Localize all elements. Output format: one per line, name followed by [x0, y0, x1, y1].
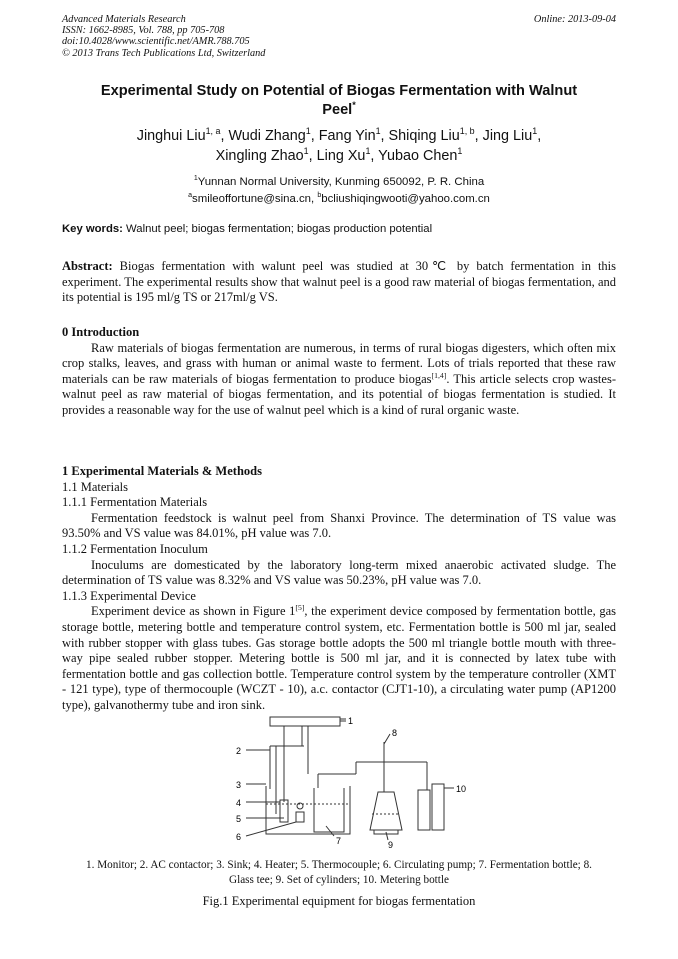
- intro-citation: [1,4]: [431, 370, 447, 380]
- figure-label-9: 9: [388, 840, 394, 850]
- email-a-sup: a: [188, 192, 193, 200]
- figure-label-1: 1: [348, 716, 354, 726]
- author-sep: ,: [308, 148, 317, 164]
- subsection-1-1-1: 1.1.1 Fermentation Materials: [62, 495, 208, 510]
- p113-citation: [5]: [295, 603, 305, 613]
- introduction: [62, 325, 616, 419]
- author-sup: 1, b: [459, 126, 475, 137]
- figure-caption: Fig.1 Experimental equipment for biogas fermentation: [202, 894, 476, 908]
- metering-bottle-a: [418, 790, 430, 830]
- author-sup: 1: [365, 146, 371, 157]
- intro-heading: 0 Introduction: [62, 325, 140, 339]
- affil-text: Yunnan Normal University, Kunming 650092, P. R. China: [197, 176, 485, 188]
- heater: [280, 800, 288, 822]
- author-sup: 1: [305, 126, 311, 137]
- author: Fang Yin: [318, 128, 376, 144]
- figure-label-6: 6: [236, 832, 242, 842]
- affiliation: [60, 174, 618, 208]
- intro-text-2: . This article selects crop wastes-walnut peel as raw material of biogas fermentation, and its potential of biogas fermentation is studied. It provides a reasonable way for the use of walnut peel which is a kind of rural organic waste.: [62, 371, 616, 417]
- subsection-1-1: 1.1 Materials: [62, 479, 128, 494]
- paragraph-1-1-1: Fermentation feedstock is walnut peel from Shanxi Province. The determination of TS value was 93.50% and VS value was 84.01%, pH value was 7.0.: [62, 510, 616, 541]
- journal-name: Advanced Materials Research: [62, 14, 186, 25]
- paper-title: [60, 82, 618, 120]
- p113-text-b: , the experiment device composed by fermentation bottle, gas storage bottle, metering bottle and temperature control system, etc. Fermentation bottle is 500 ml jar, sealed with rubber stopper with glass tubes. Gas storage bottle adopts the 500 ml triangle bottle mouth with three-way pipe sealed rubber stopper. Metering bottle is 500 ml jar, and it is connected by latex tube with fermentation bottle and gas collection bottle. Temperature control system by the temperature controller (XMT - 121 type), type of thermocouple (WCZT - 10), a.c. contactor (CJT1-10), a circulating water pump (AP1200 type), galvanothermy tube and iron sink.: [62, 604, 616, 712]
- abstract-label: Abstract:: [62, 259, 113, 273]
- author-sep: ,: [537, 128, 542, 144]
- author-sep: ,: [370, 148, 379, 164]
- keywords: [62, 222, 616, 236]
- author-sup: 1: [532, 126, 538, 137]
- figure-label-8: 8: [392, 728, 398, 738]
- email-a[interactable]: smileoffortune@sina.cn,: [192, 193, 315, 205]
- author: Wudi Zhang: [228, 128, 306, 144]
- doi: doi:10.4028/www.scientific.net/AMR.788.705: [62, 36, 250, 48]
- subsection-1-1-3: 1.1.3 Experimental Device: [62, 588, 196, 603]
- author-sup: 1: [375, 126, 381, 137]
- abstract-text: Biogas fermentation with walunt peel was studied at 30℃ by batch fermentation in this experiment. The experimental results show that walnut peel is a good raw material of biogas fermentation, and its potential is 195 ml/g TS or 217ml/g VS.: [62, 259, 617, 305]
- metering-bottle-b: [432, 784, 444, 830]
- online-date: Online: 2013-09-04: [533, 14, 616, 25]
- author-sep: ,: [380, 128, 389, 144]
- author-sup: 1: [457, 146, 463, 157]
- figure-label-2: 2: [236, 746, 242, 756]
- title-footnote-mark: *: [352, 100, 356, 111]
- copyright: © 2013 Trans Tech Publications Ltd, Switzerland: [62, 47, 266, 59]
- author: Yubao Chen: [378, 148, 458, 164]
- equipment-diagram: [222, 714, 482, 854]
- p113-text-a: Experiment device as shown in Figure 1: [91, 604, 296, 619]
- figure-label-4: 4: [236, 798, 242, 808]
- author-list: [60, 126, 618, 166]
- figure-label-7: 7: [336, 836, 342, 846]
- gas-storage-bottle: [370, 792, 402, 830]
- abstract: [62, 259, 616, 306]
- monitor-box: [270, 717, 340, 726]
- author-sep: ,: [474, 128, 483, 144]
- legend-line-1: 1. Monitor; 2. AC contactor; 3. Sink; 4. Heater; 5. Thermocouple; 6. Circulating pump; 7. Fermentation bottle; 8.: [86, 859, 592, 871]
- paragraph-1-1-3: [62, 604, 616, 713]
- fermentation-bottle: [314, 788, 344, 832]
- figure-label-3: 3: [236, 780, 242, 790]
- author: Ling Xu: [316, 148, 366, 164]
- author-sep: ,: [220, 128, 229, 144]
- author: Shiqing Liu: [388, 128, 460, 144]
- paragraph-1-1-2: Inoculums are domesticated by the laboratory long-term mixed anaerobic activated sludge. The determination of TS value was 8.32% and VS value was 50.23%, pH value was 7.0.: [62, 557, 616, 588]
- title-line-1: Experimental Study on Potential of Biogas Fermentation with Walnut: [100, 83, 578, 99]
- author: Jinghui Liu: [136, 128, 206, 144]
- affil-sup: 1: [193, 175, 198, 183]
- title-line-2: Peel: [322, 102, 353, 118]
- author: Xingling Zhao: [215, 148, 304, 164]
- intro-text-1: Raw materials of biogas fermentation are numerous, in terms of rural biogas digesters, which often mix crop stalks, leaves, and grass with human or animal waste to ferment. Lots of trials reported that these raw materials can be raw materials of biogas fermentation to produce biogas: [62, 340, 616, 386]
- subsection-1-1-2: 1.1.2 Fermentation Inoculum: [62, 541, 208, 556]
- email-b[interactable]: bcliushiqingwooti@yahoo.com.cn: [321, 193, 490, 205]
- issn: ISSN: 1662-8985, Vol. 788, pp 705-708: [62, 25, 225, 37]
- figure-label-5: 5: [236, 814, 242, 824]
- methods-heading: 1 Experimental Materials & Methods: [62, 464, 262, 478]
- legend-line-2: Glass tee; 9. Set of cylinders; 10. Metering bottle: [229, 874, 449, 886]
- keywords-text: Walnut peel; biogas fermentation; biogas production potential: [126, 223, 433, 235]
- author: Jing Liu: [482, 128, 533, 144]
- author-sep: ,: [310, 128, 319, 144]
- circulating-pump: [296, 812, 304, 822]
- figure-label-10: 10: [456, 784, 467, 794]
- intro-paragraph: [62, 341, 616, 419]
- author-sup: 1, a: [205, 126, 221, 137]
- keywords-label: Key words:: [62, 223, 123, 235]
- page-header: [62, 14, 616, 59]
- author-sup: 1: [303, 146, 309, 157]
- methods: [62, 464, 616, 714]
- figure-legend: [62, 858, 616, 888]
- email-b-sup: b: [317, 192, 322, 200]
